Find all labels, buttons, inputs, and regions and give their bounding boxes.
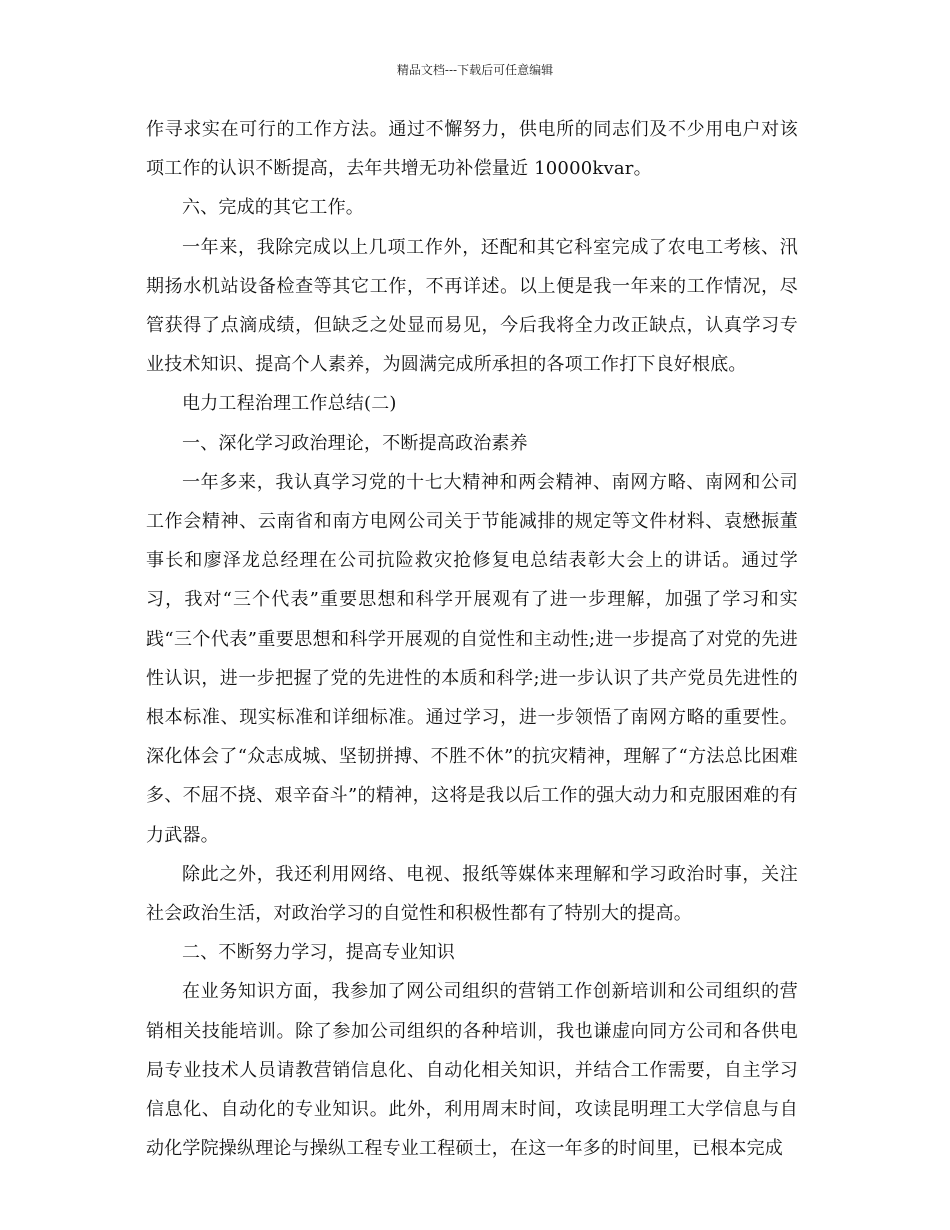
paragraph-2: 六、完成的其它工作。 [182,197,364,219]
page-header: 精品文档---下载后可任意编辑 [396,63,554,77]
paragraph-1: 作寻求实在可行的工作方法。通过不懈努力，供电所的同志们及不少用电户对该项工作的认识不断提高，去年共增无功补偿量近 10000kvar。 [146,119,798,180]
paragraph-3: 一年来，我除完成以上几项工作外，还配和其它科室完成了农电工考核、汛期扬水机站设备检查等其它工作，不再详述。以上便是我一年来的工作情况，尽管获得了点滴成绩，但缺乏之处显而易见，今后我将全力改正缺点，认真学习专业技术知识、提高个人素养，为圆满完成所承担的各项工作打下良好根底。 [146,236,798,376]
document-body [146,110,798,1168]
paragraph-5: 除此之外，我还利用网络、电视、报纸等媒体来理解和学习政治时事，关注社会政治生活，对政治学习的自觉性和积极性都有了特别大的提高。 [146,863,798,925]
paragraph-4: 一年多来，我认真学习党的十七大精神和两会精神、南网方略、南网和公司工作会精神、云南省和南方电网公司关于节能减排的规定等文件材料、袁懋振董事长和廖泽龙总经理在公司抗险救灾抢修复电总结表彰大会上的讲话。通过学习，我对“三个代表”重要思想和科学开展观有了进一步理解，加强了学习和实践“三个代表”重要思想和科学开展观的自觉性和主动性;进一步提高了对党的先进性认识，进一步把握了党的先进性的本质和科学;进一步认识了共产党员先进性的根本标准、现实标准和详细标准。通过学习，进一步领悟了南网方略的重要性。深化体会了“众志成城、坚韧拼搏、不胜不休”的抗灾精神，理解了“方法总比困难多、不屈不挠、艰辛奋斗”的精神，这将是我以后工作的强大动力和克服困难的有力武器。 [146,471,798,846]
paragraph-6: 在业务知识方面，我参加了网公司组织的营销工作创新培训和公司组织的营销相关技能培训。除了参加公司组织的各种培训，我也谦虚向同方公司和各供电局专业技术人员请教营销信息化、自动化相关知识，并结合工作需要，自主学习信息化、自动化的专业知识。此外，利用周末时间，攻读昆明理工大学信息与自动化学院操纵理论与操纵工程专业工程硕士，在这一年多的时间里，已根本完成 [146,981,798,1160]
heading-1: 一、深化学习政治理论，不断提高政治素养 [182,432,528,454]
heading-2: 二、不断努力学习，提高专业知识 [182,942,455,964]
section-title: 电力工程治理工作总结(二) [182,393,397,415]
